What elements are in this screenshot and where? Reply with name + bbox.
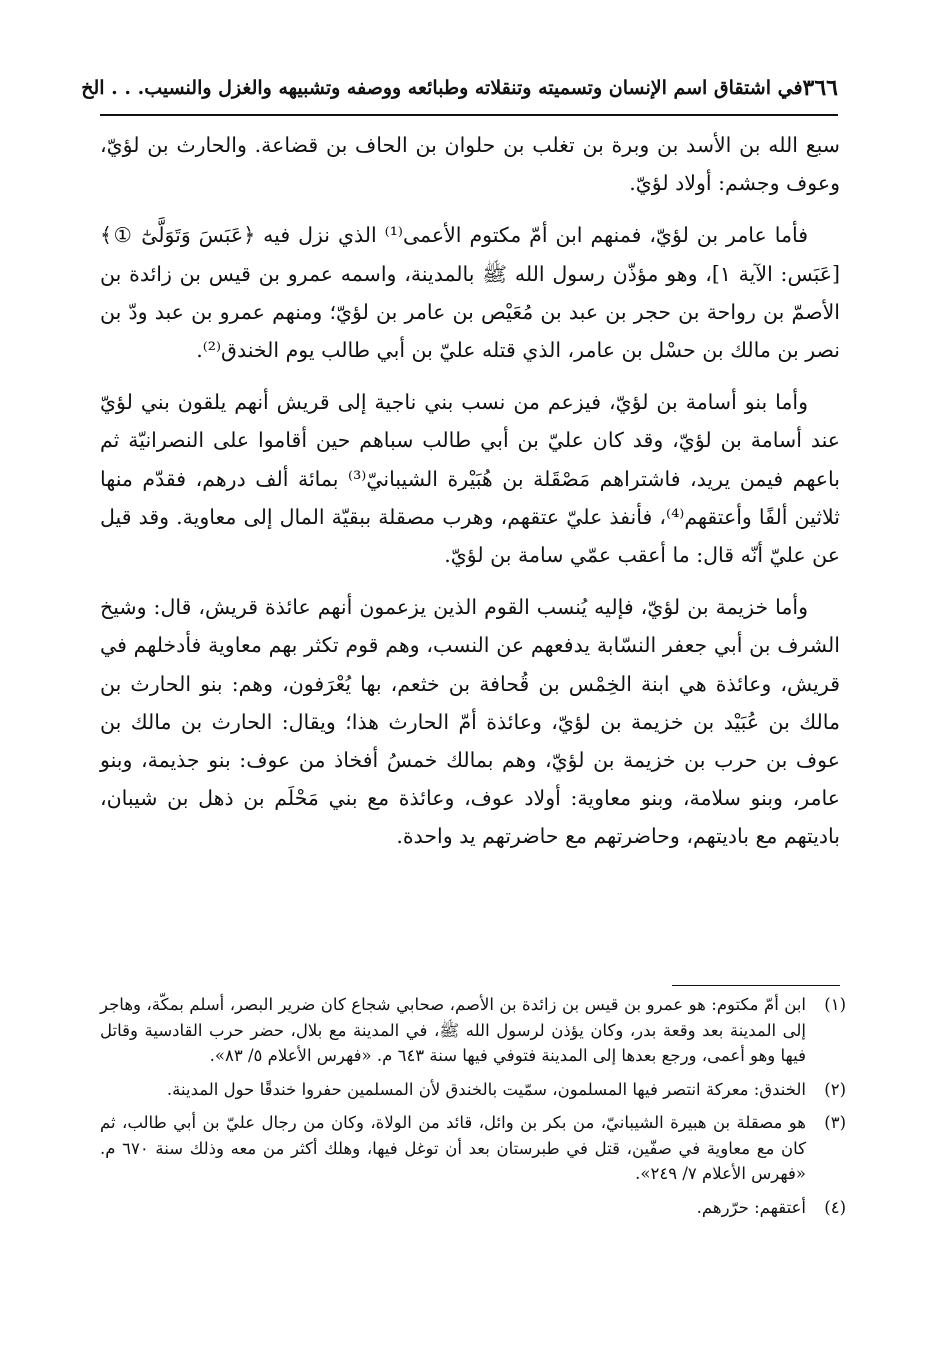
footnote [100,992,846,1069]
page-number: ٣٦٦ [802,75,838,101]
footnotes [100,992,846,1228]
footnote-number: (٣) [824,1113,846,1132]
footnote-number: (١) [824,995,846,1014]
footnote-separator [672,985,840,986]
footnote-text: ابن أمّ مكتوم: هو عمرو بن قيس بن زائدة بن الأصم، صحابي شجاع كان ضرير البصر، أسلم بمكّة، وهاجر إلى المدينة بعد وقعة بدر، وكان يؤذن لرسول الله ﷺ، في المدينة مع بلال، حضر حرب القادسية وقاتل فيها وهو أعمى، ورجع بعدها إلى المدينة فتوفي فيها سنة ٦٤٣ م. «فهرس الأعلام ٥/ ٨٣». [100,995,806,1065]
paragraph: وأما بنو أسامة بن لؤيّ، فيزعم من نسب بني ناجية إلى قريش أنهم يلقون بني لؤيّ عند أسامة بن لؤيّ، وقد كان عليّ بن أبي طالب سباهم حين أقاموا على النصرانيّة ثم باعهم فيمن يريد، فاشتراهم مَصْقَلة بن هُبَيْرة الشيبانيّ⁽³⁾ بمائة ألف درهم، فقدّم منها ثلاثين ألفًا وأعتقهم⁽⁴⁾، فأنفذ عليّ عتقهم، وهرب مصقلة ببقيّة المال إلى معاوية. وقد قيل عن عليّ أنّه قال: ما أعقب عمّي سامة بن لؤيّ. [100,390,840,568]
footnote [100,1110,846,1187]
body-text [100,126,840,870]
paragraph: سبع الله بن الأسد بن وبرة بن تغلب بن حلوان بن الحاف بن قضاعة. والحارث بن لؤيّ، وعوف وجشم: أولاد لؤيّ. [100,133,840,196]
footnote-number: (٢) [824,1079,846,1099]
page-header [81,66,838,110]
footnote [100,1077,846,1103]
footnote-text: أعتقهم: حرّرهم. [696,1197,806,1217]
header-rule [100,114,838,116]
footnote [100,1195,846,1221]
footnote-text: هو مصقلة بن هبيرة الشيبانيّ، من بكر بن وائل، قائد من الولاة، وكان من رجال عليّ بن أبي طالب، ثم كان مع معاوية في صفّين، قتل في طبرستان بعد أن توغل فيها، وهلك أكثر من معه وذلك سنة ٦٧٠ م. «فهرس الأعلام ٧/ ٢٤٩». [100,1113,806,1183]
footnote-text: الخندق: معركة انتصر فيها المسلمون، سمّيت بالخندق لأن المسلمين حفروا خندقًا حول المدينة. [166,1079,806,1099]
running-title: في اشتقاق اسم الإنسان وتسميته وتنقلاته وطبائعه ووصفه وتشبيهه والغزل والنسيب. . . الخ [81,77,803,99]
paragraph: فأما عامر بن لؤيّ، فمنهم ابن أمّ مكتوم الأعمى⁽¹⁾ الذي نزل فيه ﴿عَبَسَ وَتَوَلَّىٰٓ ①﴾ [عَبَس: الآية ١]، وهو مؤذّن رسول الله ﷺ بالمدينة، واسمه عمرو بن قيس بن زائدة بن الأصمّ بن رواحة بن حجر بن عبد بن مُعَيْص بن عامر بن لؤيّ؛ ومنهم عمرو بن عبد ودّ بن نصر بن مالك بن حسْل بن عامر، الذي قتله عليّ بن أبي طالب يوم الخندق⁽²⁾. [100,223,841,363]
footnote-number: (٤) [824,1197,846,1217]
paragraph: وأما خزيمة بن لؤيّ، فإليه يُنسب القوم الذين يزعمون أنهم عائذة قريش، قال: وشيخ الشرف بن أبي جعفر النسّابة يدفعهم عن النسب، وهم قوم تكثر بهم معاوية فأدخلهم في قريش، وعائذة هي ابنة الخِمْس بن قُحافة بن خثعم، بها يُعْرَفون، وهم: بنو الحارث بن مالك بن عُبَيْد بن خزيمة بن لؤيّ، وعائذة أمّ الحارث هذا؛ ويقال: الحارث بن مالك بن عوف بن حرب بن خزيمة بن لؤيّ، وهم بمالك خمسُ أفخاذ من عوف: بنو جذيمة، وبنو عامر، وبنو سلامة، وبنو معاوية: أولاد عوف، وعائذة مع بني مَحْلَم بن ذهل بن شيبان، باديتهم مع باديتهم، وحاضرتهم مع حاضرتهم يد واحدة. [100,595,840,849]
